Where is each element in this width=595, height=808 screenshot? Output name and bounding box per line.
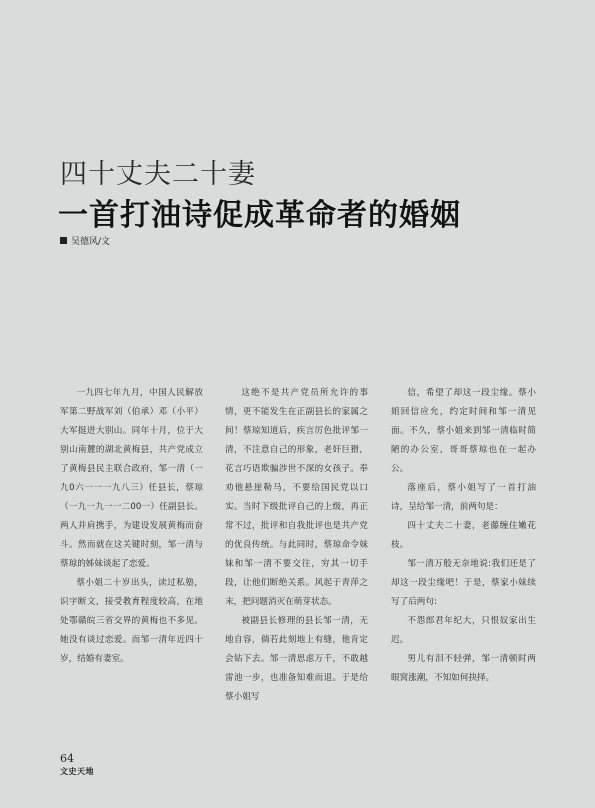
article-column-3	[391, 384, 536, 688]
paragraph: 信，希望了却这一段尘缘。蔡小姐回信应允，约定时间和邹一清见面。不久，蔡小姐来到邹一清临时简陋的办公室，哥哥蔡琼也在一起办公。	[391, 388, 536, 474]
article-column-1	[60, 384, 203, 669]
paragraph: 邹一清万般无奈地说:我们还是了却这一段尘缘吧！于是，蔡家小妹续写了后两句:	[391, 559, 536, 607]
paragraph: 被副县长修理的县长邹一清，无地自容，倘若此刻地上有缝，他肯定会钻下去。邹一清思虑万千，不敢越雷池一步，也准备知难而退。于是给蔡小姐写	[225, 616, 368, 702]
paragraph: 四十丈夫二十妻，老藤缠住嫩花枝。	[391, 521, 536, 550]
paragraph: 不怨郎君年纪大，只恨奴家出生迟。	[391, 616, 536, 645]
article-title-line2: 一首打油诗促成革命者的婚姻	[58, 198, 461, 233]
paragraph: 这绝不是共产党员所允许的事情，更不能发生在正副县长的家属之间！蔡琼知道后，疾言厉色批评邹一清，不注意自己的形象，老奸巨猾，花言巧语欺骗涉世不深的女孩子。奉劝他悬崖勒马，不要给国民党以口实。当时下级批评自己的上级，再正常不过，批评和自我批评也是共产党的优良传统。与此同时，蔡琼命令妹妹和邹一清不要交往，穷其一切手段，让他们断绝关系。风起于青萍之末，把问题消灭在萌芽状态。	[225, 388, 368, 607]
article-title-line1: 四十丈夫二十妻	[60, 159, 256, 190]
paragraph: 一九四七年九月，中国人民解放军第二野战军刘（伯承）邓（小平）大军挺进大别山。同年十月，位于大别山南麓的湖北黄梅县，共产党成立了黄梅县民主联合政府，邹一清（一九0六一一一九八三）任县长，蔡琼（一九一九一一二00一）任副县长。两人并肩携手，为建设发展黄梅而奋斗。然而就在这关键时刻，邹一清与蔡琼的姊妹谈起了恋爱。	[60, 388, 203, 569]
article-column-2	[225, 384, 368, 707]
paragraph: 蔡小姐二十岁出头，读过私塾，识字断文，接受教育程度较高，在地处鄂赣皖三省交界的黄梅也不多见。她没有谈过恋爱。而邹一清年近四十岁，结婚有妻室。	[60, 578, 203, 664]
square-bullet-icon	[60, 237, 67, 244]
magazine-name: 文史天地	[60, 766, 94, 776]
author-label: 吴德风/文	[71, 237, 111, 247]
paragraph: 落座后，蔡小姐写了一首打油诗，呈给邹一清，前两句是：	[391, 483, 536, 512]
paragraph: 男儿有泪不轻弹，邹一清顿时两眼窝涨潮，不知如何抉择。	[391, 654, 536, 683]
byline	[60, 234, 110, 247]
page-number: 64	[60, 752, 74, 765]
